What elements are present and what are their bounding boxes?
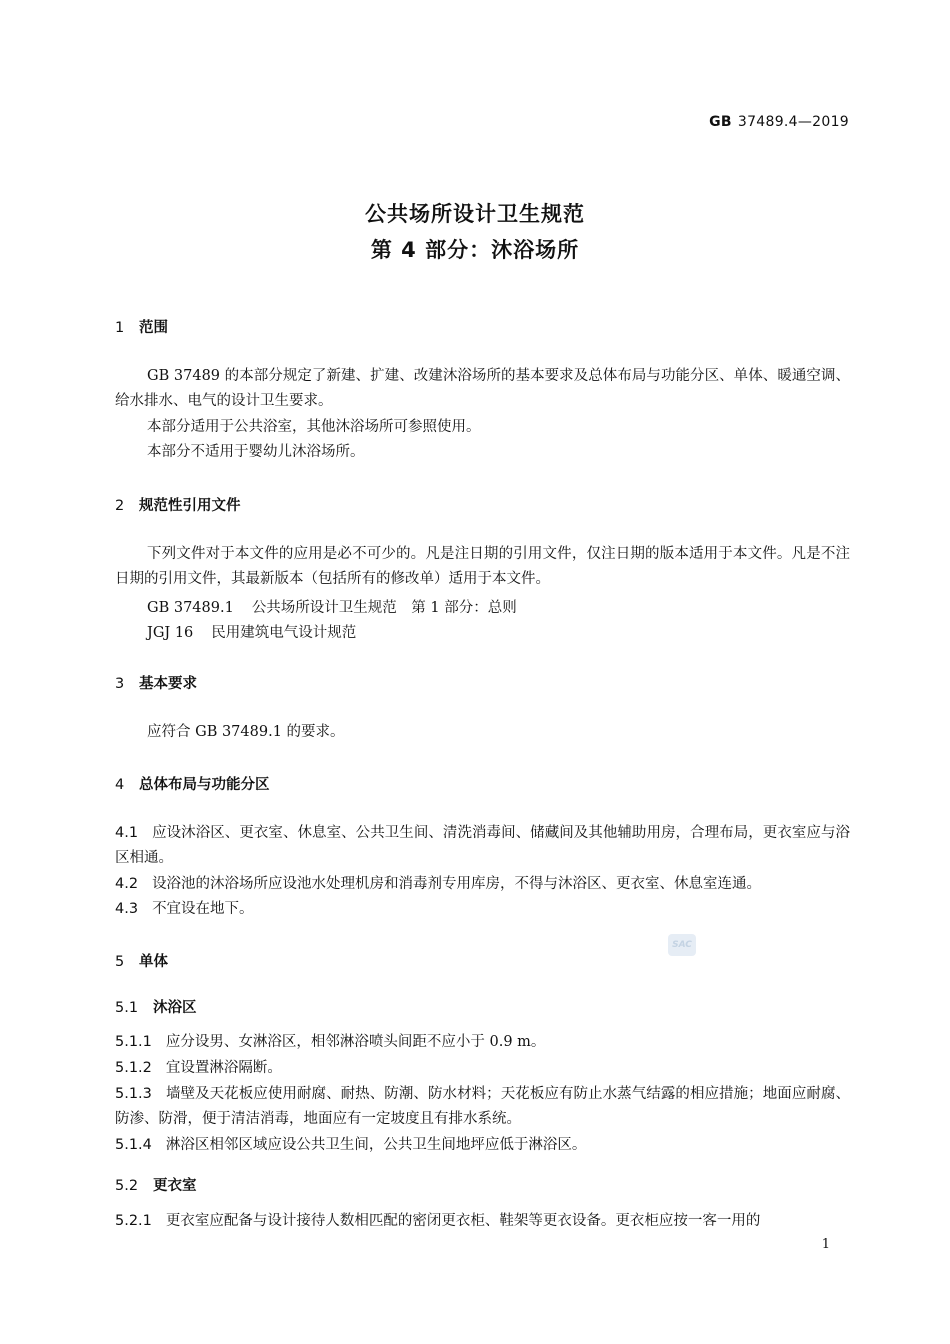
section-4-heading: 4 总体布局与功能分区 — [115, 777, 270, 793]
subsection-5-2-heading: 5.2 更衣室 — [115, 1178, 197, 1194]
section-5-heading: 5 单体 — [115, 954, 168, 970]
clause-5-1-2: 5.1.2 宜设置淋浴隔断。 — [115, 1060, 282, 1076]
section-3-paragraph-1: 应符合 GB 37489.1 的要求。 — [147, 724, 345, 740]
reference-2: JGJ 16 民用建筑电气设计规范 — [147, 625, 357, 641]
clause-4-1: 4.1 应设沐浴区、更衣室、休息室、公共卫生间、清洗消毒间、储藏间及其他辅助用房，合理布局，更衣室应与浴区相通。 — [115, 825, 850, 866]
clause-4-2: 4.2 设浴池的沐浴场所应设池水处理机房和消毒剂专用库房，不得与沐浴区、更衣室、休息室连通。 — [115, 876, 762, 892]
clause-4-3: 4.3 不宜设在地下。 — [115, 901, 254, 917]
section-3-heading: 3 基本要求 — [115, 676, 197, 692]
reference-1: GB 37489.1 公共场所设计卫生规范 第 1 部分：总则 — [147, 600, 517, 616]
section-1-paragraph-3: 本部分不适用于婴幼儿沐浴场所。 — [147, 444, 365, 460]
page-number: 1 — [821, 1237, 830, 1252]
document-title: 公共场所设计卫生规范 — [365, 202, 585, 226]
section-1-paragraph-2: 本部分适用于公共浴室，其他沐浴场所可参照使用。 — [147, 419, 481, 435]
section-2-heading: 2 规范性引用文件 — [115, 498, 241, 514]
clause-5-1-1: 5.1.1 应分设男、女淋浴区，相邻淋浴喷头间距不应小于 0.9 m。 — [115, 1034, 546, 1050]
section-1-heading: 1 范围 — [115, 320, 168, 336]
watermark-logo: SAC — [668, 934, 696, 956]
clause-5-1-3: 5.1.3 墙壁及天花板应使用耐腐、耐热、防潮、防水材料；天花板应有防止水蒸气结露的相应措施；地面应耐腐、防渗、防滑，便于清洁消毒，地面应有一定坡度且有排水系统。 — [115, 1086, 850, 1127]
section-2-paragraph-1: 下列文件对于本文件的应用是必不可少的。凡是注日期的引用文件，仅注日期的版本适用于本文件。凡是不注日期的引用文件，其最新版本（包括所有的修改单）适用于本文件。 — [115, 546, 850, 587]
clause-5-1-4: 5.1.4 淋浴区相邻区域应设公共卫生间，公共卫生间地坪应低于淋浴区。 — [115, 1137, 587, 1153]
document-subtitle: 第 4 部分：沐浴场所 — [370, 238, 580, 262]
standard-number: GB 37489.4—2019 — [709, 114, 849, 130]
clause-5-2-1: 5.2.1 更衣室应配备与设计接待人数相匹配的密闭更衣柜、鞋架等更衣设备。更衣柜应按一客一用的 — [115, 1213, 761, 1229]
section-1-paragraph-1: GB 37489 的本部分规定了新建、扩建、改建沐浴场所的基本要求及总体布局与功能分区、单体、暖通空调、给水排水、电气的设计卫生要求。 — [115, 368, 850, 409]
subsection-5-1-heading: 5.1 沐浴区 — [115, 1000, 197, 1016]
